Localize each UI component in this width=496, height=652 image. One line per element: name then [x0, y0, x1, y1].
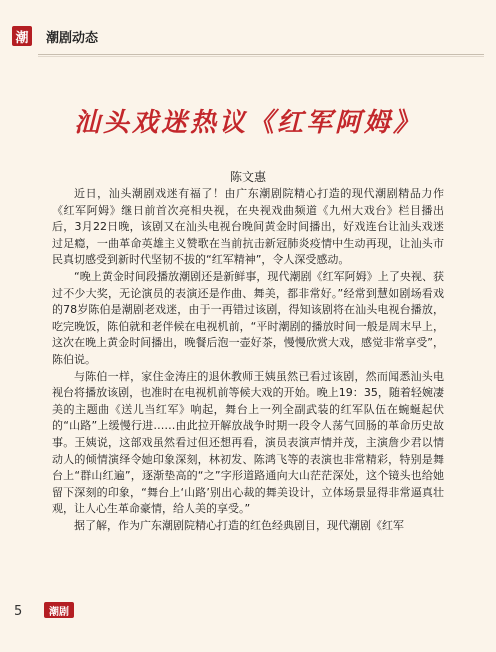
header-rule [38, 54, 484, 55]
article-paragraph: 据了解，作为广东潮剧院精心打造的红色经典剧目，现代潮剧《红军 [74, 518, 404, 532]
footer-logo-icon: 潮剧 [44, 602, 74, 618]
header-divider [38, 56, 484, 57]
page-header [0, 18, 496, 60]
article-paragraph: 近日，汕头潮剧戏迷有福了！由广东潮剧院精心打造的现代潮剧精品力作《红军阿姆》继日前首次亮相央视，在央视戏曲频道《九州大戏台》栏目播出后，3月22日晚，该剧又在汕头电视台晚间黄金时间播出，好戏连台让汕头戏迷过足瘾，一曲革命英雄主义赞歌在当前抗击新冠肺炎疫情中生动再现，让汕头市民真切感受到新时代坚韧不拔的“红军精神”，令人深受感动。 [52, 187, 444, 267]
article-paragraph: 与陈伯一样，家住金涛庄的退休教师王姨虽然已看过该剧，然而闻悉汕头电视台将播放该剧，也准时在电视机前等候大戏的开始。晚上19：35，随着轻婉凄美的主题曲《送儿当红军》响起，舞台上一列全副武装的红军队伍在蜿蜒起伏的“山路”上缓慢行进……由此拉开解放战争时期一段令人荡气回肠的革命历史故事。王姨说，这部戏虽然看过但还想再看，演员表演声情并茂，主演詹少君以情动人的倾情演绎令她印象深刻，林初发、陈鸿飞等的表演也非常精彩，特别是舞台上“群山红遍”，逐渐垫高的“之”字形道路通向大山茫茫深处，这个镜头也给她留下深刻的印象，“舞台上‘山路’别出心裁的舞美设计，立体场景显得非常逼真壮观，让人心生革命豪情，给人美的享受。” [52, 369, 444, 516]
article-paragraph: “晚上黄金时间段播放潮剧还是新鲜事，现代潮剧《红军阿姆》上了央视、获过不少大奖，无论演员的表演还是作曲、舞美，都非常好。”经常到慧如剧场看戏的78岁陈伯是潮剧老戏迷，由于一再错过该剧，得知该剧将在汕头电视台播放，吃完晚饭，陈伯就和老伴候在电视机前，“平时潮剧的播放时间一般是周末早上，这次在晚上黄金时间播出，晚餐后泡一壶好茶，慢慢欣赏大戏，感觉非常享受”，陈伯说。 [52, 269, 444, 366]
article-author: 陈文惠 [229, 170, 266, 184]
magazine-logo-icon: 潮 [12, 26, 32, 46]
article-body [52, 186, 444, 534]
page-number: 5 [14, 604, 23, 619]
article-title: 汕头戏迷热议《红军阿姆》 [73, 108, 422, 138]
section-label: 潮剧动态 [46, 31, 99, 46]
